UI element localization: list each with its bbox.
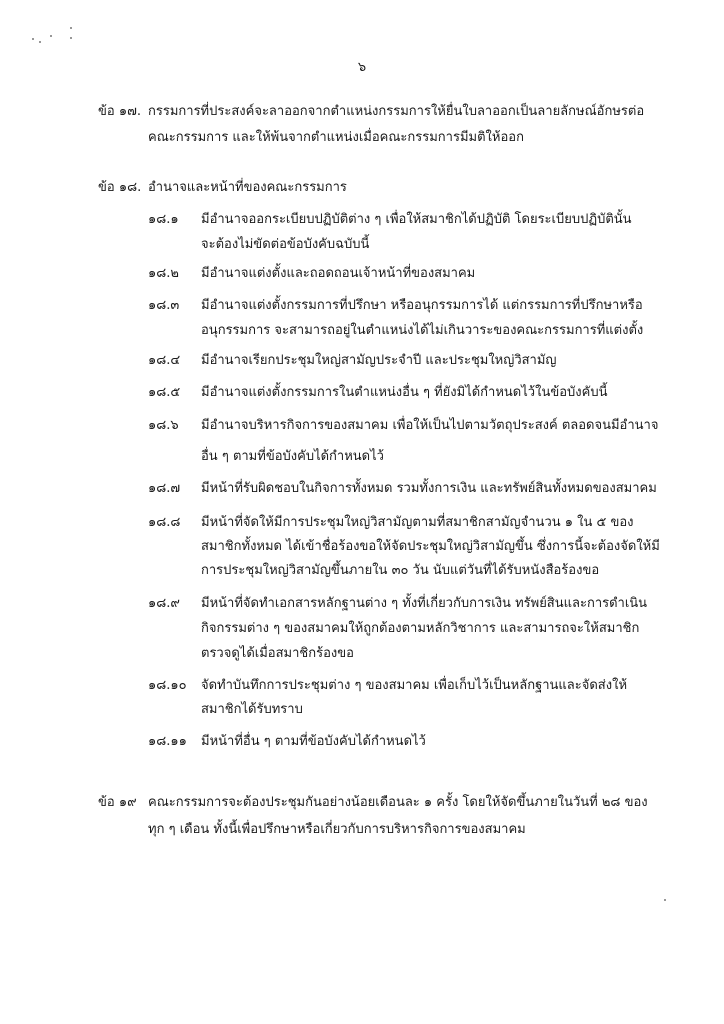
- clause-18-8-line-3: การประชุมใหญ่วิสามัญขึ้นภายใน ๓๐ วัน นับแต่วันที่ได้รับหนังสือร้องขอ: [201, 563, 600, 578]
- article-19-line-2: ทุก ๆ เดือน ทั้งนี้เพื่อปรึกษาหรือเกี่ยวกับการบริหารกิจการของสมาคม: [148, 822, 526, 837]
- scan-speck: [50, 35, 52, 37]
- clause-18-7-number: ๑๘.๗: [148, 481, 181, 496]
- article-17-label: ข้อ ๑๗.: [98, 104, 141, 119]
- clause-18-4-number: ๑๘.๔: [148, 353, 181, 368]
- clause-18-9-line-2: กิจกรรมต่าง ๆ ของสมาคมให้ถูกต้องตามหลักวิชาการ และสามารถจะให้สมาชิก: [201, 621, 640, 636]
- clause-18-5-number: ๑๘.๕: [148, 385, 181, 400]
- clause-18-6-line-2: อื่น ๆ ตามที่ข้อบังคับได้กำหนดไว้: [201, 449, 384, 464]
- clause-18-3-number: ๑๘.๓: [148, 298, 180, 313]
- clause-18-1-number: ๑๘.๑: [148, 212, 179, 227]
- clause-18-6-line-1: มีอำนาจบริหารกิจการของสมาคม เพื่อให้เป็นไปตามวัตถุประสงค์ ตลอดจนมีอำนาจ: [201, 418, 659, 433]
- clause-18-11-line-1: มีหน้าที่อื่น ๆ ตามที่ข้อบังคับได้กำหนดไว้: [201, 734, 426, 749]
- clause-18-9-line-3: ตรวจดูได้เมื่อสมาชิกร้องขอ: [201, 646, 354, 661]
- clause-18-3-line-2: อนุกรรมการ จะสามารถอยู่ในตำแหน่งได้ไม่เกินวาระของคณะกรรมการที่แต่งตั้ง: [201, 323, 644, 338]
- clause-18-10-line-1: จัดทำบันทึกการประชุมต่าง ๆ ของสมาคม เพื่อเก็บไว้เป็นหลักฐานและจัดส่งให้: [201, 678, 628, 693]
- scan-speck: [39, 41, 41, 43]
- clause-18-1-line-2: จะต้องไม่ขัดต่อข้อบังคับฉบับนี้: [201, 237, 370, 252]
- clause-18-4-line-1: มีอำนาจเรียกประชุมใหญ่สามัญประจำปี และประชุมใหญ่วิสามัญ: [201, 353, 557, 368]
- clause-18-9-line-1: มีหน้าที่จัดทำเอกสารหลักฐานต่าง ๆ ทั้งที่เกี่ยวกับการเงิน ทรัพย์สินและการดำเนิน: [201, 596, 648, 611]
- clause-18-3-line-1: มีอำนาจแต่งตั้งกรรมการที่ปรึกษา หรืออนุกรรมการได้ แต่กรรมการที่ปรึกษาหรือ: [201, 298, 643, 313]
- article-18-label: ข้อ ๑๘.: [98, 180, 142, 195]
- clause-18-10-number: ๑๘.๑๐: [148, 678, 187, 693]
- article-19-label: ข้อ ๑๙: [98, 795, 137, 810]
- scan-speck: [70, 27, 72, 29]
- scan-speck: [32, 38, 34, 40]
- article-17-line-1: กรรมการที่ประสงค์จะลาออกจากตำแหน่งกรรมการให้ยื่นใบลาออกเป็นลายลักษณ์อักษรต่อ: [148, 104, 645, 119]
- clause-18-10-line-2: สมาชิกได้รับทราบ: [201, 702, 303, 717]
- article-19-line-1: คณะกรรมการจะต้องประชุมกันอย่างน้อยเดือนละ ๑ ครั้ง โดยให้จัดขึ้นภายในวันที่ ๒๘ ของ: [148, 795, 648, 810]
- clause-18-9-number: ๑๘.๙: [148, 596, 180, 611]
- clause-18-2-number: ๑๘.๒: [148, 266, 179, 281]
- clause-18-5-line-1: มีอำนาจแต่งตั้งกรรมการในตำแหน่งอื่น ๆ ที่ยังมิได้กำหนดไว้ในข้อบังคับนี้: [201, 385, 608, 400]
- scan-speck: [664, 899, 666, 901]
- clause-18-2-line-1: มีอำนาจแต่งตั้งและถอดถอนเจ้าหน้าที่ของสมาคม: [201, 266, 476, 281]
- article-18-heading: อำนาจและหน้าที่ของคณะกรรมการ: [148, 180, 347, 195]
- page-number: ๖: [357, 60, 367, 75]
- clause-18-8-number: ๑๘.๘: [148, 515, 181, 530]
- article-17-line-2: คณะกรรมการ และให้พ้นจากตำแหน่งเมื่อคณะกรรมการมีมติให้ออก: [148, 130, 524, 145]
- clause-18-6-number: ๑๘.๖: [148, 418, 179, 433]
- clause-18-8-line-1: มีหน้าที่จัดให้มีการประชุมใหญ่วิสามัญตามที่สมาชิกสามัญจำนวน ๑ ใน ๕ ของ: [201, 515, 634, 530]
- clause-18-8-line-2: สมาชิกทั้งหมด ได้เข้าชื่อร้องขอให้จัดประชุมใหญ่วิสามัญขึ้น ซึ่งการนี้จะต้องจัดให้มี: [201, 539, 660, 554]
- scan-speck: [70, 37, 72, 39]
- clause-18-11-number: ๑๘.๑๑: [148, 734, 187, 749]
- clause-18-7-line-1: มีหน้าที่รับผิดชอบในกิจการทั้งหมด รวมทั้งการเงิน และทรัพย์สินทั้งหมดของสมาคม: [201, 481, 657, 496]
- clause-18-1-line-1: มีอำนาจออกระเบียบปฏิบัติต่าง ๆ เพื่อให้สมาชิกได้ปฏิบัติ โดยระเบียบปฏิบัตินั้น: [201, 212, 632, 227]
